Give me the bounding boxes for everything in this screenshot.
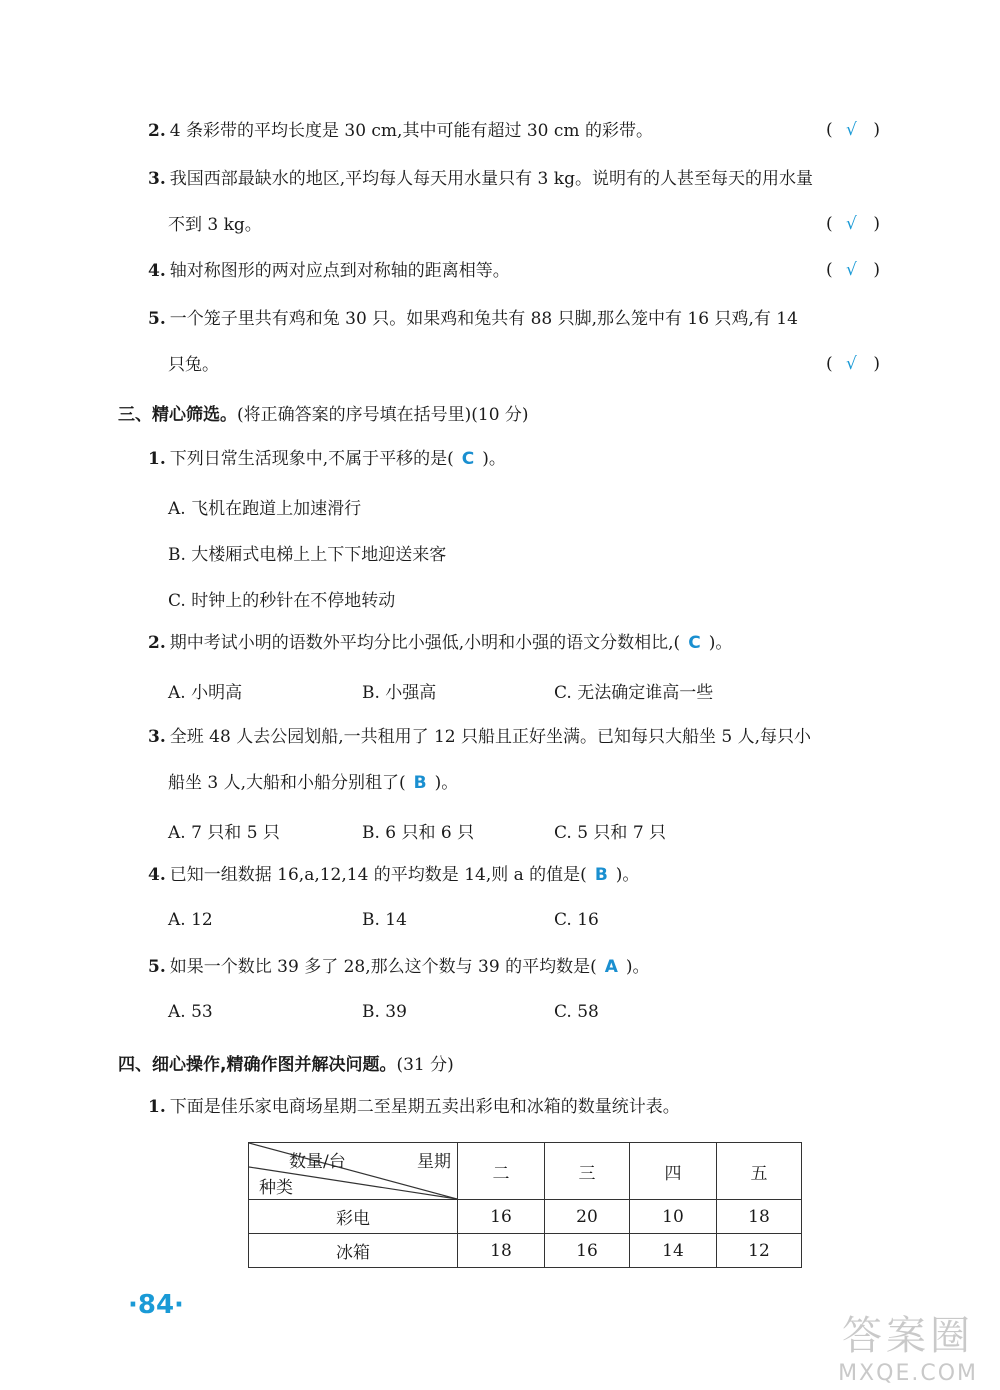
choice-q2: 2. 期中考试小明的语数外平均分比小强低,小明和小强的语文分数相比,( C )。 [148,633,733,653]
page-number: ·84· [128,1290,184,1320]
option-c: C. 16 [554,910,599,930]
table-cell: 16 [545,1234,630,1268]
choice-q4: 4. 已知一组数据 16,a,12,14 的平均数是 14,则 a 的值是( B )。 [148,865,640,885]
choice-q3: 3. 全班 48 人去公园划船,一共租用了 12 只船且正好坐满。已知每只大船坐 5 人,每只小 [148,727,812,747]
header-quantity-label: 数量/台 [289,1152,346,1172]
option-a: A. 12 [168,910,213,930]
check-mark-icon: √ [846,354,857,374]
choice-q3-cont: 船坐 3 人,大船和小船分别租了( B )。 [168,773,459,793]
judge-item-3: 3. 我国西部最缺水的地区,平均每人每天用水量只有 3 kg。说明有的人甚至每天的用水量 [148,169,813,189]
table-cell: 18 [717,1200,802,1234]
table-cell: 18 [458,1234,545,1268]
table-row [249,1200,802,1234]
row-label: 彩电 [249,1200,458,1234]
judge-item-4: 4. 轴对称图形的两对应点到对称轴的距离相等。 [148,261,510,281]
option-a: A. 53 [168,1002,213,1022]
answer-letter: C [688,633,701,653]
answer-letter: A [604,957,618,977]
choice-q5: 5. 如果一个数比 39 多了 28,那么这个数与 39 的平均数是( A )。 [148,957,650,977]
option-a: A. 小明高 [168,683,243,703]
section-3-heading: 三、精心筛选。(将正确答案的序号填在括号里)(10 分) [118,405,529,425]
answer-letter: B [594,865,608,885]
table-cell: 10 [630,1200,717,1234]
table-cell: 20 [545,1200,630,1234]
table-row [249,1234,802,1268]
sales-statistics-table [248,1142,802,1268]
operation-q1: 1. 下面是佳乐家电商场星期二至星期五卖出彩电和冰箱的数量统计表。 [148,1097,680,1117]
day-header: 五 [717,1143,802,1200]
header-type-label: 种类 [259,1178,293,1198]
option-a: A. 7 只和 5 只 [168,823,280,843]
table-header-row [249,1143,802,1200]
judge-item-5-cont: 只兔。 [168,355,219,375]
answer-letter: C [461,449,475,469]
check-mark-icon: √ [846,120,857,140]
day-header: 二 [458,1143,545,1200]
option-b: B. 大楼厢式电梯上上下下地迎送来客 [168,545,447,565]
option-c: C. 5 只和 7 只 [554,823,667,843]
option-c: C. 58 [554,1002,599,1022]
table-corner-header [249,1143,458,1200]
check-mark-icon: √ [846,260,857,280]
day-header: 三 [545,1143,630,1200]
check-mark-icon: √ [846,214,857,234]
option-a: A. 飞机在跑道上加速滑行 [168,499,362,519]
row-label: 冰箱 [249,1234,458,1268]
judge-item-2: 2. 4 条彩带的平均长度是 30 cm,其中可能有超过 30 cm 的彩带。 [148,121,653,141]
option-b: B. 小强高 [362,683,437,703]
answer-letter: B [413,773,427,793]
option-c: C. 时钟上的秒针在不停地转动 [168,591,396,611]
choice-q1: 1. 下列日常生活现象中,不属于平移的是( C )。 [148,449,506,469]
watermark-logo: 答案圈 MXQE.COM [838,1313,978,1386]
option-c: C. 无法确定谁高一些 [554,683,714,703]
option-b: B. 6 只和 6 只 [362,823,475,843]
header-weekday-label: 星期 [417,1152,451,1172]
day-header: 四 [630,1143,717,1200]
section-4-heading: 四、细心操作,精确作图并解决问题。(31 分) [118,1055,454,1075]
table-cell: 12 [717,1234,802,1268]
judge-item-3-cont: 不到 3 kg。 [168,215,262,235]
table-cell: 16 [458,1200,545,1234]
judge-item-5: 5. 一个笼子里共有鸡和兔 30 只。如果鸡和兔共有 88 只脚,那么笼中有 16 只鸡,有 14 [148,309,798,329]
option-b: B. 39 [362,1002,407,1022]
option-b: B. 14 [362,910,407,930]
table-cell: 14 [630,1234,717,1268]
